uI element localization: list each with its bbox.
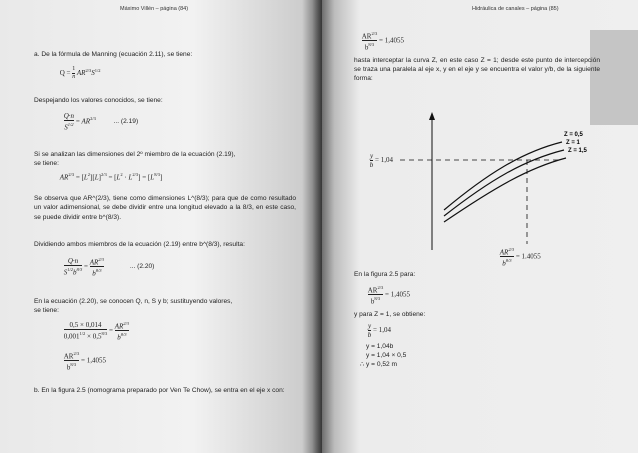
right-page [322, 0, 638, 453]
right-page-header: Hidráulica de canales – página (85) [472, 6, 559, 12]
left-page-header: Máximo Villén – página (84) [120, 6, 189, 12]
curve-label-z-1: Z = 1 [566, 140, 580, 146]
observa-paragraph: Se observa que AR^(2/3), tiene como dimensiones L^(8/3); para que de como resultado un valor adimensional, se debe dividir entre una longitud elevado a la 8/3, en este caso, se puede dividir entre b^(8/3). [34, 195, 296, 221]
result-final: ∴ y = 0,52 m [360, 361, 397, 368]
figure-y-label: $\frac{y}{b}$ = 1,04 [369, 152, 393, 169]
repeated-equation: $\frac{AR^{2/3}}{b^{8/3}}$ = 1,4055 [367, 285, 410, 306]
item-b-text: b. En la figura 2.5 (nomograma preparado por Ven Te Chow), se entra en el eje x con: [34, 387, 285, 394]
en-figura-text: En la figura 2.5 para: [354, 271, 416, 278]
result-y-over-b: $\frac{y}{b}$ = 1,04 [367, 322, 391, 339]
curve-z-0-5 [444, 142, 562, 210]
curve-label-z-0-5: Z = 0,5 [564, 132, 583, 138]
curve-label-z-1-5: Z = 1,5 [568, 148, 587, 154]
si-se-text: Si se analizan las dimensiones del 2º miembro de la ecuación (2.19), [34, 151, 236, 158]
result-equation: $\frac{AR^{2/3}}{b^{8/3}}$ = 1,4055 [63, 351, 106, 372]
top-equation: $\frac{AR^{2/3}}{b^{8/3}}$ = 1,4055 [361, 31, 404, 52]
manning-equation: Q = $\frac{1}{n}$ $AR^{2/3}S^{1/2}$ [59, 66, 101, 80]
result-y-1-04b: y = 1,04b [366, 343, 394, 350]
result-y-product: y = 1,04 × 0,5 [366, 352, 407, 359]
equation-2-20: $\frac{Q\cdot n}{S^{1/2}b^{8/3}}$ = $\frac{AR^{2/3}}{b^{8/3}}$ ... (2.20) [63, 257, 155, 278]
substitution-equation: $\frac{0,5 \times 0,014}{0,001^{1/2} \times 0,5^{8/3}}$ = $\frac{AR^{2/3}}{b^{8/3}}$ [63, 321, 130, 342]
se-tiene-text: se tiene: [34, 160, 59, 167]
item-a-text: a. De la fórmula de Manning (ecuación 2.11), se tiene: [34, 51, 193, 58]
en-ecuacion-text: En la ecuación (2.20), se conocen Q, n, S y b; sustituyendo valores, [34, 298, 233, 305]
curve-z-1-5 [444, 158, 566, 222]
equation-2-19: $\frac{Q\cdot n}{S^{1/2}}$ = $AR^{2/3}$ ... (2.19) [63, 112, 139, 132]
dimension-equation: $AR^{2/3} = [L^2][L]^{2/3} = [L^2 \cdot L^{2/3}] = [L^{8/3}]$ [59, 172, 163, 182]
hasta-paragraph: hasta interceptar la curva Z, en este caso Z = 1; desde este punto de intercepción se traza una paralela al eje x, y en el eje y se encuentra el valor y/b, de la siguiente forma: [354, 57, 600, 82]
despejando-text: Despejando los valores conocidos, se tiene: [34, 97, 163, 104]
y-axis-arrow [429, 112, 435, 120]
para-z-text: y para Z = 1, se obtiene: [354, 311, 426, 318]
spine-shadow-left [302, 0, 322, 453]
figure-x-label: $\frac{AR^{2/3}}{b^{8/3}}$ = 1.4055 [499, 247, 541, 268]
nomograph-sketch [352, 112, 622, 262]
se-tiene2-text: se tiene: [34, 307, 59, 314]
dividiendo-text: Dividiendo ambos miembros de la ecuación (2.19) entre b^(8/3), resulta: [34, 241, 245, 248]
